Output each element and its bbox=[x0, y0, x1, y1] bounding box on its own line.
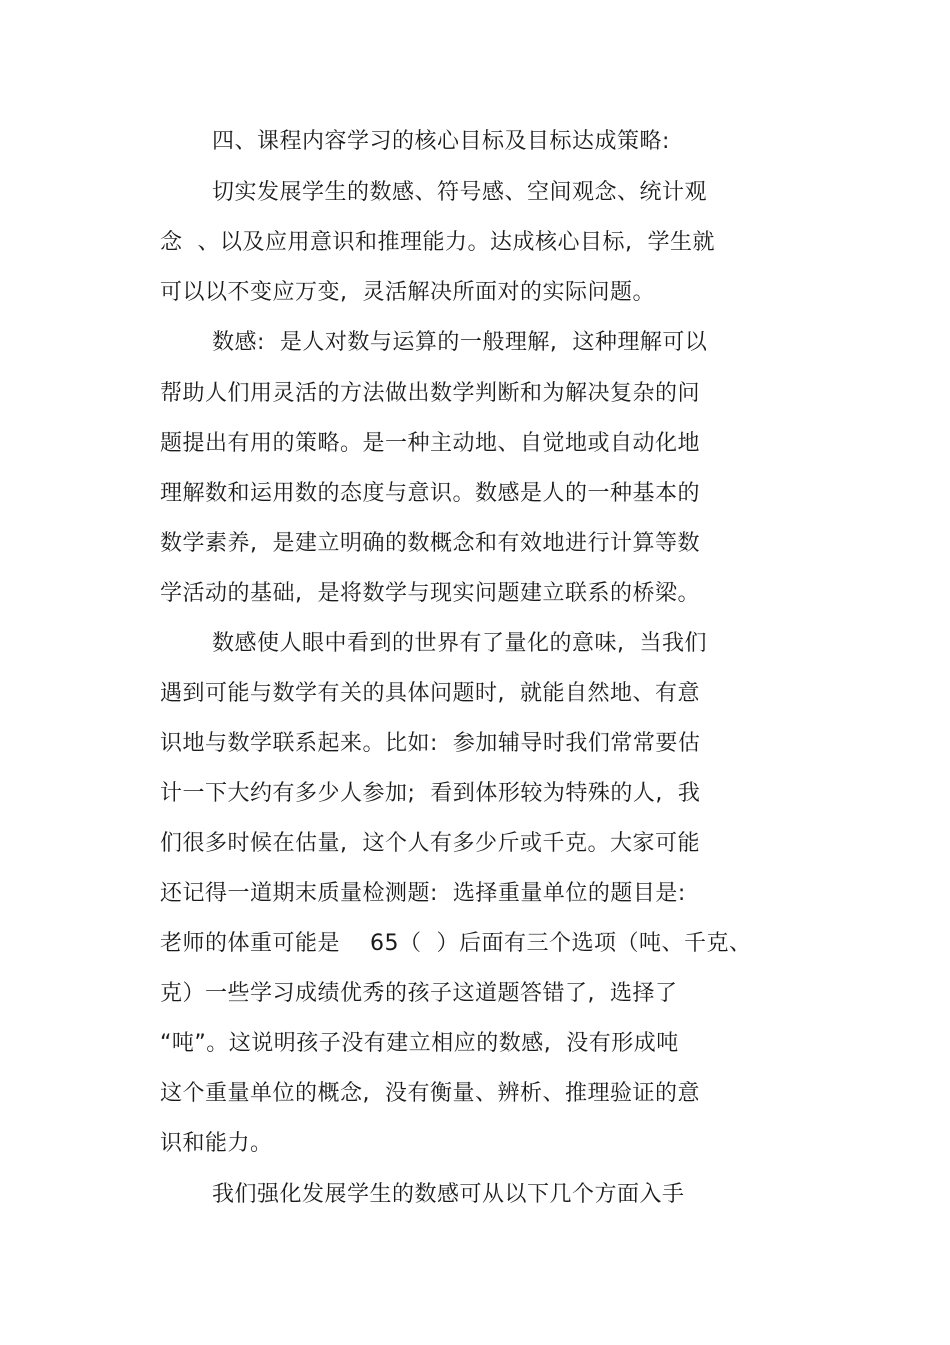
paragraph-line: 帮助人们用灵活的方法做出数学判断和为解决复杂的问 bbox=[160, 381, 701, 406]
paragraph-line: 计一下大约有多少人参加; 看到体形较为特殊的人, 我 bbox=[160, 781, 701, 806]
paragraph-line: 学活动的基础, 是将数学与现实问题建立联系的桥梁。 bbox=[160, 581, 700, 606]
paragraph-line: 数感: 是人对数与运算的一般理解, 这种理解可以 bbox=[212, 330, 708, 355]
paragraph-line: 切实发展学生的数感、符号感、空间观念、统计观 bbox=[212, 180, 708, 205]
paragraph-line: 还记得一道期末质量检测题: 选择重量单位的题目是: bbox=[160, 881, 686, 906]
paragraph-line: 可以以不变应万变, 灵活解决所面对的实际问题。 bbox=[160, 280, 655, 305]
paragraph-line: 数感使人眼中看到的世界有了量化的意味, 当我们 bbox=[212, 631, 707, 656]
paragraph-line: 题提出有用的策略。是一种主动地、自觉地或自动化地 bbox=[160, 431, 701, 456]
paragraph-line: 们很多时候在估量, 这个人有多少斤或千克。大家可能 bbox=[160, 831, 700, 856]
paragraph-line: 识和能力。 bbox=[160, 1131, 273, 1156]
paragraph-line: “吨”。这说明孩子没有建立相应的数感, 没有形成吨 bbox=[160, 1031, 679, 1056]
paragraph-line: 识地与数学联系起来。比如: 参加辅导时我们常常要估 bbox=[160, 731, 701, 756]
paragraph-line: 老师的体重可能是 65（ ）后面有三个选项（吨、千克、 bbox=[160, 931, 752, 956]
paragraph-line: 念 、以及应用意识和推理能力。达成核心目标, 学生就 bbox=[160, 230, 715, 255]
paragraph-line: 这个重量单位的概念, 没有衡量、辨析、推理验证的意 bbox=[160, 1081, 700, 1106]
paragraph-line: 我们强化发展学生的数感可从以下几个方面入手 bbox=[212, 1182, 685, 1207]
paragraph-line: 遇到可能与数学有关的具体问题时, 就能自然地、有意 bbox=[160, 681, 700, 706]
section-heading: 四、课程内容学习的核心目标及目标达成策略: bbox=[212, 129, 670, 154]
paragraph-line: 理解数和运用数的态度与意识。数感是人的一种基本的 bbox=[160, 481, 701, 506]
paragraph-line: 克）一些学习成绩优秀的孩子这道题答错了, 选择了 bbox=[160, 981, 678, 1006]
paragraph-line: 数学素养, 是建立明确的数概念和有效地进行计算等数 bbox=[160, 531, 700, 556]
